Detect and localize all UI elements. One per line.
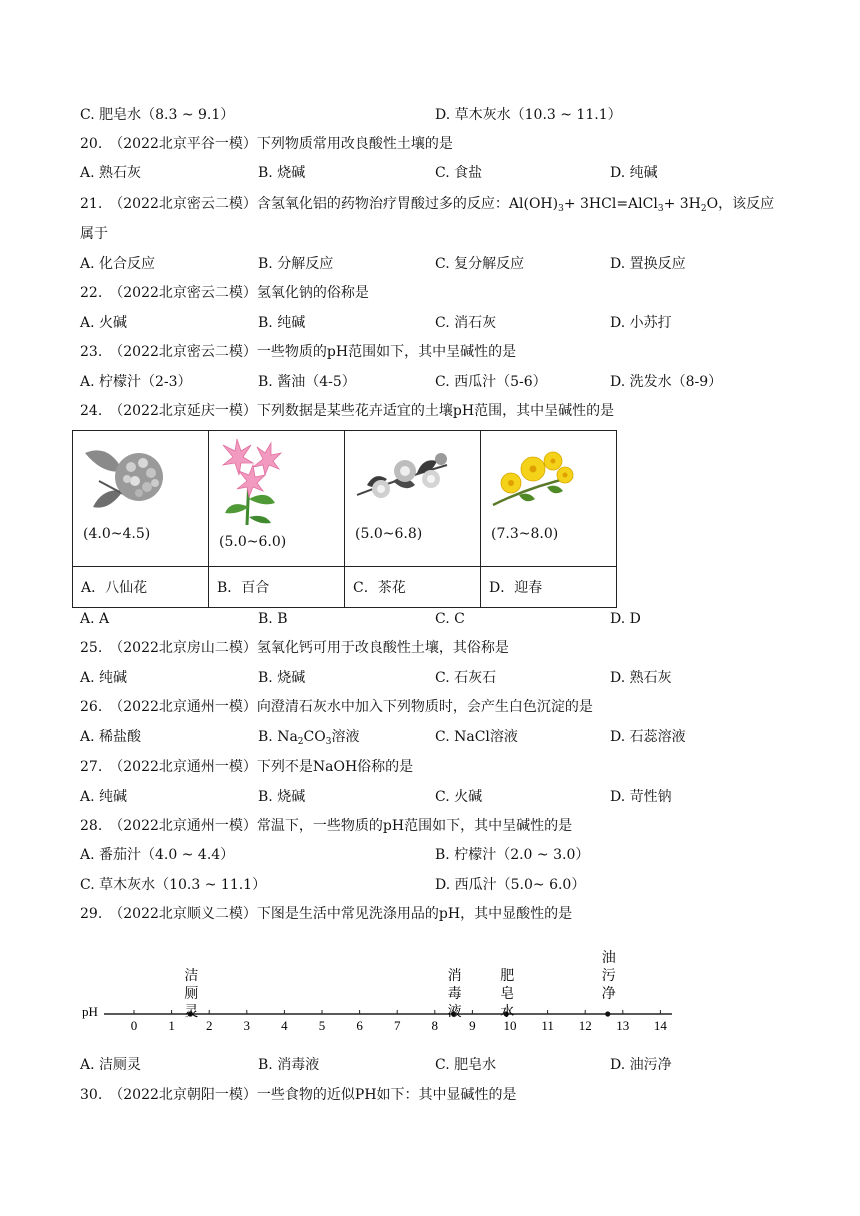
q24-option-c: C. C (435, 611, 465, 627)
q27-option-b: B. 烧碱 (258, 789, 306, 805)
q20-option-b: B. 烧碱 (258, 165, 306, 181)
q28-option-c: C. 草木灰水（10.3 ~ 11.1） (80, 877, 267, 893)
ph-product-label: 灵 (184, 1004, 199, 1020)
ph-product-label: 皂 (500, 986, 515, 1002)
ph-product-label: 毒 (447, 986, 462, 1002)
q20-stem: 20. （2022北京平谷一模）下列物质常用改良酸性土壤的是 (80, 136, 453, 152)
flower-cell-hydrangea (73, 431, 209, 567)
q24-option-d: D. D (610, 611, 641, 627)
ph-axis-label: pH (82, 1004, 98, 1019)
q25-stem: 25. （2022北京房山二模）氢氧化钙可用于改良酸性土壤，其俗称是 (80, 640, 509, 656)
q19-option-c: C. 肥皂水（8.3 ~ 9.1） (80, 107, 235, 123)
q29-option-a: A. 洁厕灵 (80, 1057, 142, 1073)
ph-product-label: 消 (447, 968, 462, 984)
ph-product-label: 洁 (184, 968, 199, 984)
q29-option-d: D. 油污净 (610, 1057, 672, 1073)
flower-cell-camellia (345, 431, 481, 567)
ph-product-label: 净 (601, 986, 616, 1002)
ph-tick-label: 10 (503, 1018, 517, 1033)
ph-product-label: 水 (500, 1004, 515, 1020)
q27-option-a: A. 纯碱 (80, 789, 128, 805)
range-camellia: (5.0~6.8) (355, 526, 423, 542)
ph-tick-label: 5 (318, 1018, 326, 1033)
hydrangea-image (79, 441, 165, 519)
q20-option-a: A. 熟石灰 (80, 165, 142, 181)
q25-option-b: B. 烧碱 (258, 670, 306, 686)
flower-cell-lily (209, 431, 345, 567)
q21-stem-line2: 属于 (80, 226, 108, 242)
q28-option-d: D. 西瓜汁（5.0~ 6.0） (435, 877, 586, 893)
q21-stem: 21. （2022北京密云二模）含氢氧化铝的药物治疗胃酸过多的反应：$Al(OH)_3+$ 3HCl=AlCl$_3$+ $3H_2O$，该反应 (80, 196, 775, 214)
q27-stem: 27. （2022北京通州一模）下列不是NaOH俗称的是 (80, 759, 414, 775)
q20-option-c: C. 食盐 (435, 165, 483, 181)
ph-product-marker (605, 1011, 610, 1016)
q25-option-a: A. 纯碱 (80, 670, 128, 686)
q22-stem: 22. （2022北京密云二模）氢氧化钠的俗称是 (80, 285, 369, 301)
ph-product-label: 油 (601, 950, 616, 966)
ph-tick-label: 1 (168, 1018, 175, 1033)
ph-product-label: 厕 (184, 986, 199, 1002)
ph-tick-label: 7 (393, 1018, 401, 1033)
q30-stem: 30. （2022北京朝阳一模）一些食物的近似PH如下：其中显碱性的是 (80, 1087, 517, 1103)
q21-option-d: D. 置换反应 (610, 256, 686, 272)
q26-stem: 26. （2022北京通州一模）向澄清石灰水中加入下列物质时，会产生白色沉淀的是 (80, 699, 593, 715)
q29-option-c: C. 肥皂水 (435, 1057, 497, 1073)
camellia-image (353, 445, 453, 505)
flower-cell-jasmine (481, 431, 617, 567)
ph-tick-label: 0 (130, 1018, 138, 1033)
q23-stem: 23. （2022北京密云二模）一些物质的pH范围如下，其中呈碱性的是 (80, 344, 517, 360)
q28-option-a: A. 番茄汁（4.0 ~ 4.4） (80, 847, 235, 863)
ph-tick-label: 12 (578, 1018, 592, 1033)
q26-option-a: A. 稀盐酸 (80, 729, 142, 745)
flower-ph-table (72, 430, 617, 608)
range-lily: (5.0~6.0) (219, 534, 287, 550)
q23-option-b: B. 酱油（4-5） (258, 374, 356, 390)
q25-option-c: C. 石灰石 (435, 670, 497, 686)
q22-option-a: A. 火碱 (80, 315, 128, 331)
q21-option-b: B. 分解反应 (258, 256, 334, 272)
ph-tick-label: 4 (281, 1018, 288, 1033)
q22-option-c: C. 消石灰 (435, 315, 497, 331)
q26-option-c: C. NaCl溶液 (435, 729, 518, 745)
name-hydrangea: A．八仙花 (73, 567, 209, 608)
q23-option-a: A. 柠檬汁（2-3） (80, 374, 192, 390)
ph-tick-label: 9 (469, 1018, 476, 1033)
q28-option-b: B. 柠檬汁（2.0 ~ 3.0） (435, 847, 590, 863)
q27-option-d: D. 苛性钠 (610, 789, 672, 805)
q29-option-b: B. 消毒液 (258, 1057, 320, 1073)
ph-product-label: 污 (601, 968, 616, 984)
q25-option-d: D. 熟石灰 (610, 670, 672, 686)
ph-scale-figure (80, 948, 680, 1038)
q28-stem: 28. （2022北京通州一模）常温下，一些物质的pH范围如下，其中呈碱性的是 (80, 818, 573, 834)
lily-image (213, 437, 283, 527)
q21-option-a: A. 化合反应 (80, 256, 156, 272)
q23-option-c: C. 西瓜汁（5-6） (435, 374, 547, 390)
range-jasmine: (7.3~8.0) (491, 526, 559, 542)
ph-tick-label: 6 (356, 1018, 363, 1033)
winter-jasmine-image (489, 447, 577, 511)
name-lily: B．百合 (209, 567, 345, 608)
q26-option-b: B. $Na_2CO_3$溶液 (258, 729, 360, 747)
q24-option-b: B. B (258, 611, 288, 627)
ph-tick-label: 13 (616, 1018, 630, 1033)
q20-option-d: D. 纯碱 (610, 165, 658, 181)
range-hydrangea: (4.0~4.5) (83, 526, 151, 542)
ph-tick-label: 2 (205, 1018, 213, 1033)
ph-tick-label: 3 (243, 1018, 251, 1033)
name-jasmine: D．迎春 (481, 567, 617, 608)
ph-tick-label: 14 (653, 1018, 667, 1033)
ph-product-label: 液 (447, 1004, 462, 1020)
q24-stem: 24. （2022北京延庆一模）下列数据是某些花卉适宜的土壤pH范围，其中呈碱性的是 (80, 403, 615, 419)
q21-option-c: C. 复分解反应 (435, 256, 525, 272)
q24-option-a: A. A (80, 611, 110, 627)
q29-stem: 29. （2022北京顺义二模）下图是生活中常见洗涤用品的pH，其中显酸性的是 (80, 906, 573, 922)
q22-option-b: B. 纯碱 (258, 315, 306, 331)
q27-option-c: C. 火碱 (435, 789, 483, 805)
q19-option-d: D. 草木灰水（10.3 ~ 11.1） (435, 107, 622, 123)
q26-option-d: D. 石蕊溶液 (610, 729, 686, 745)
name-camellia: C．茶花 (345, 567, 481, 608)
ph-product-label: 肥 (500, 968, 515, 984)
ph-tick-label: 11 (541, 1018, 554, 1033)
q23-option-d: D. 洗发水（8-9） (610, 374, 723, 390)
ph-tick-label: 8 (431, 1018, 439, 1033)
q22-option-d: D. 小苏打 (610, 315, 672, 331)
